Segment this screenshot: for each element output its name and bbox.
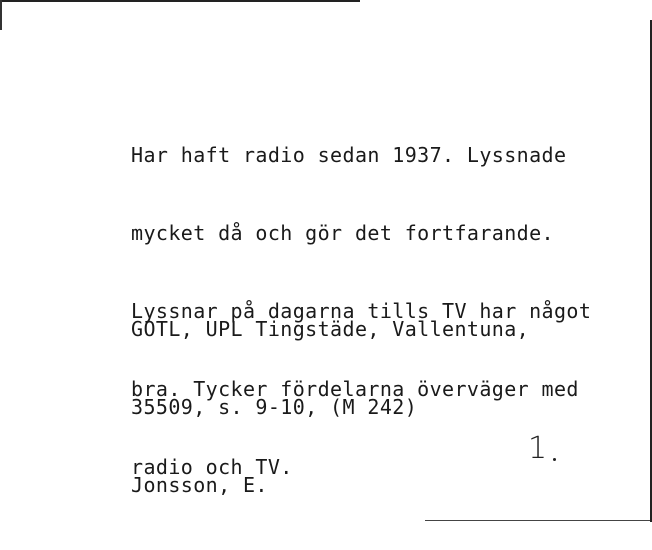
- response-line: mycket då och gör det fortfarande.: [131, 221, 554, 245]
- page-number-dot: [553, 458, 556, 461]
- response-line: radio och TV.: [131, 455, 293, 479]
- card-top-edge: [0, 0, 360, 2]
- response-line: bra. Tycker fördelarna överväger med: [131, 377, 579, 401]
- reference-line: GOTL, UPL Tingstäde, Vallentuna,: [131, 317, 530, 341]
- reference-line: 35509, s. 9-10, (M 242): [131, 395, 418, 419]
- response-line: Lyssnar på dagarna tills TV har något: [131, 299, 592, 323]
- card-left-edge: [0, 0, 2, 30]
- handwritten-page-number: 1: [528, 431, 548, 466]
- source-reference: [131, 264, 529, 550]
- response-line: Har haft radio sedan 1937. Lyssnade: [131, 143, 567, 167]
- reference-line: Jonsson, E.: [131, 473, 268, 497]
